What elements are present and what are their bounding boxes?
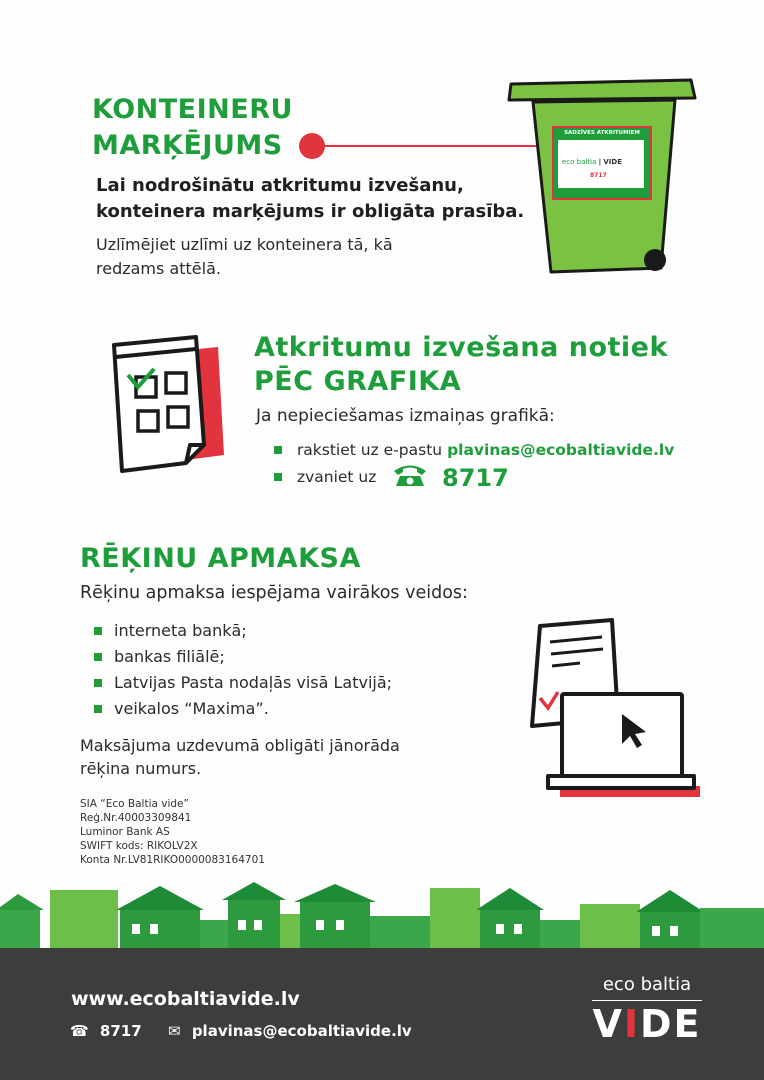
- footer-website-link[interactable]: www.ecobaltiavide.lv: [71, 988, 300, 1010]
- company-bank: Luminor Bank AS: [80, 826, 170, 838]
- section1-lead-line1: Lai nodrošinātu atkritumu izvešanu,: [96, 175, 464, 196]
- section1-text-line2: redzams attēlā.: [96, 259, 221, 278]
- sticker-phone: 8717: [590, 172, 607, 179]
- sticker-brand-right: VIDE: [603, 158, 622, 166]
- container-sticker: SADZĪVES ATKRITUMIEM eco baltia | VIDE 8717: [552, 126, 652, 200]
- phone-contact-row: [274, 468, 376, 486]
- footer-email-address: plavinas@ecobaltiavide.lv: [191, 1022, 412, 1040]
- section1-text-line1: Uzlīmējiet uzlīmi uz konteinera tā, kā: [96, 235, 393, 254]
- section3-note-line2: rēķina numurs.: [80, 759, 202, 778]
- ecobaltia-vide-logo: [592, 974, 702, 1046]
- company-account: Konta Nr.LV81RIKO0000083164701: [80, 854, 265, 866]
- section3-title: RĒĶINU APMAKSA: [80, 543, 361, 574]
- section3-note-line1: Maksājuma uzdevumā obligāti jānorāda: [80, 736, 400, 755]
- footer-email[interactable]: [168, 1022, 412, 1040]
- envelope-icon: ✉: [168, 1022, 181, 1040]
- list-item: interneta bankā;: [92, 618, 392, 644]
- list-item: veikalos “Maxima”.: [92, 696, 392, 722]
- sticker-header: SADZĪVES ATKRITUMIEM: [554, 128, 650, 138]
- section1-title-line1: KONTEINERU: [92, 94, 293, 125]
- section1-lead-line2: konteinera marķējums ir obligāta prasība.: [96, 201, 525, 222]
- footer-phone-number: 8717: [99, 1022, 142, 1040]
- payment-methods-list: [92, 618, 392, 722]
- phone-icon: ☎: [70, 1022, 89, 1040]
- schedule-email-link[interactable]: plavinas@ecobaltiavide.lv: [447, 441, 675, 459]
- company-details: [80, 797, 265, 867]
- list-item: bankas filiālē;: [92, 644, 392, 670]
- phone-icon: [392, 462, 428, 492]
- sticker-brand-left: eco baltia: [562, 158, 597, 166]
- section1-title-line2: MARĶĒJUMS: [92, 130, 283, 161]
- section2-title-line1: Atkritumu izvešana notiek: [254, 332, 668, 363]
- list-item: Latvijas Pasta nodaļās visā Latvijā;: [92, 670, 392, 696]
- logo-vide-text: VIDE: [592, 1002, 702, 1046]
- section3-intro: Rēķinu apmaksa iespējama vairākos veidos:: [80, 583, 468, 603]
- email-contact-row: [274, 441, 674, 459]
- schedule-phone-number[interactable]: 8717: [442, 464, 509, 492]
- footer-phone[interactable]: [70, 1022, 142, 1040]
- logo-top-text: eco baltia: [602, 974, 692, 995]
- company-swift: SWIFT kods: RIKOLV2X: [80, 840, 198, 852]
- section2-title-line2: PĒC GRAFIKA: [254, 366, 462, 397]
- company-name: SIA “Eco Baltia vide”: [80, 798, 189, 810]
- company-reg-number: Reģ.Nr.40003309841: [80, 812, 192, 824]
- laptop-invoice-illustration: [510, 618, 705, 800]
- calendar-schedule-icon: [108, 335, 226, 475]
- email-prefix: rakstiet uz e-pastu: [296, 441, 443, 459]
- wheelie-bin-illustration: [505, 70, 705, 285]
- houses-skyline-illustration: [0, 880, 764, 950]
- footer: [0, 948, 764, 1080]
- call-prefix: zvaniet uz: [296, 468, 377, 486]
- section2-intro: Ja nepieciešamas izmaiņas grafikā:: [256, 406, 555, 426]
